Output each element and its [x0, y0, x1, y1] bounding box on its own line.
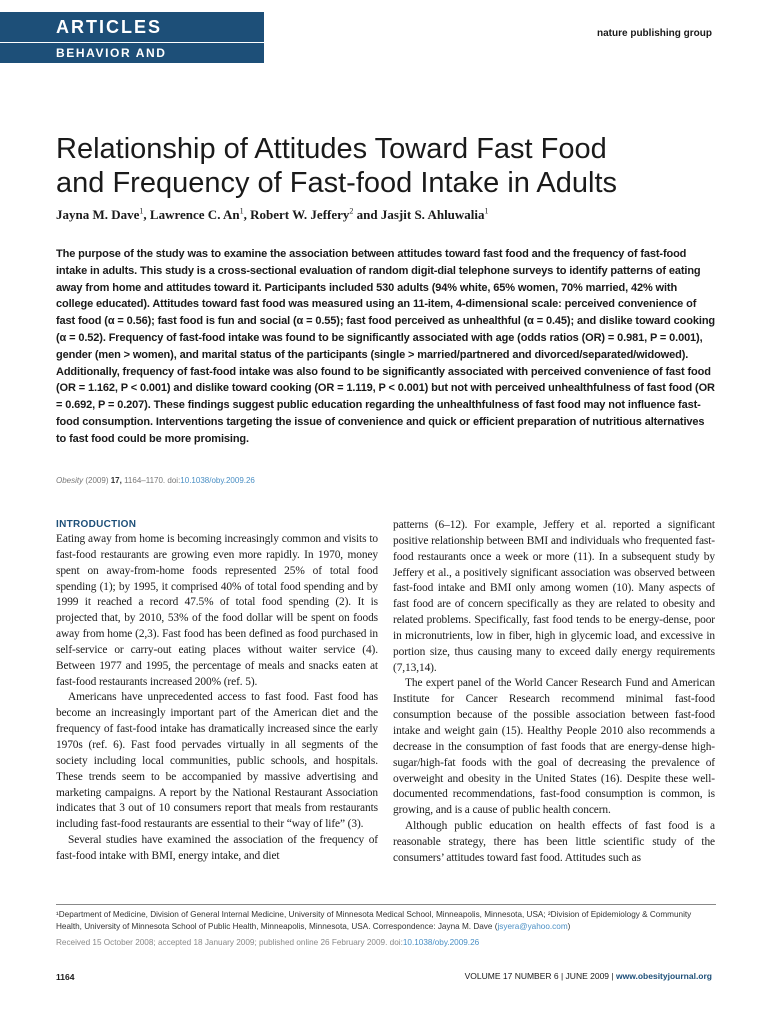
section-label: ARTICLES — [56, 17, 162, 37]
citation-volume: 17, — [110, 476, 122, 485]
citation-year: (2009) — [85, 476, 109, 485]
paragraph: Americans have unprecedented access to fast food. Fast food has become an increasingly important part of the American diet and the frequency of fast-food intake has dramatically increased since the early 1970s (ref. 6). Fast food pervades virtually in all segments of the society including local communities, public schools, and hospitals. These trends seem to be accompanied by massive advertising and marketing campaigns. A report by the National Restaurant Association indicates that 3 out of 10 consumers report that meals from restaurants including fast-food restaurants are essential to their “way of life” (3). — [56, 691, 378, 831]
paragraph: Eating away from home is becoming increasingly common and visits to fast-food restaurants are growing even more rapidly. In 1970, money spent on away-from-home foods represented 25% of total food spending (1); by 1995, it comprised 40% of total food spending and by 1999 it reached a record 47.5% of total food spending (2). It is projected that, by 2010, 53% of the food dollar will be spent on foods away from home (2,3). Fast food has been defined as food purchased in self-service or carry-out eating places without waiter service (4). Between 1977 and 1995, the percentage of meals and snacks eaten at fast-food restaurants increased 200% (ref. 5). — [56, 533, 378, 688]
introduction-heading: INTRODUCTION — [56, 519, 137, 530]
citation-doi-link[interactable]: 10.1038/oby.2009.26 — [180, 476, 255, 485]
author: Lawrence C. An$^1$, — [149, 207, 251, 223]
citation-line — [56, 476, 255, 485]
subsection-label: BEHAVIOR AND PSYCHOLOGY — [56, 46, 167, 80]
author: Jasjit S. Ahluwalia$^1$ — [380, 207, 489, 223]
received-dates — [56, 938, 716, 947]
citation-journal: Obesity — [56, 476, 84, 485]
citation-pages: 1164–1170. — [124, 476, 166, 485]
body-column-right — [393, 518, 715, 867]
citation-doi-label: doi: — [167, 476, 181, 485]
publisher-name: nature publishing group — [597, 28, 712, 39]
received-doi-link[interactable]: 10.1038/oby.2009.26 — [402, 938, 480, 947]
journal-info — [465, 971, 712, 981]
title-line-2: and Frequency of Fast-food Intake in Adults — [56, 167, 617, 199]
author: Jayna M. Dave$^1$, — [56, 207, 150, 223]
subsection-banner — [0, 43, 264, 80]
journal-issue: VOLUME 17 NUMBER 6 | JUNE 2009 | — [464, 971, 614, 981]
paragraph: Several studies have examined the association of the frequency of fast-food intake with BMI, energy intake, and diet — [56, 834, 378, 862]
footnote-divider — [56, 904, 716, 905]
received-text: Received 15 October 2008; accepted 18 January 2009; published online 26 February 2009. doi: — [56, 938, 403, 947]
paragraph: Although public education on health effects of fast food is a reasonable strategy, there has been little scientific study of the consumers’ attitudes toward fast food. Attitudes such as — [393, 820, 715, 864]
author-list — [56, 207, 716, 223]
paragraph: patterns (6–12). For example, Jeffery et al. reported a significant positive relationship between BMI and individuals who frequented fast-food restaurants once a week or more (11). In a subsequent study by Jeffery et al., a positively significant association was observed between fast-food intake and BMI only among women (10). Many aspects of fast food are of concern specifically as they are related to obesity and related problems. Specifically, fast food tends to be energy-dense, poor in micronutrients, low in fiber, high in glycemic load, and excessive in portion size, thus causing many to exceed daily energy requirements (7,13,14). — [393, 519, 715, 674]
title-line-1: Relationship of Attitudes Toward Fast Food — [56, 133, 607, 165]
affiliations-text: ¹Department of Medicine, Division of General Internal Medicine, University of Minnesota Medical School, Minneapolis, Minnesota, USA; ²Division of Epidemiology & Community Health, University of Minnesota School of Public Health, Minneapolis, Minnesota, USA. Correspondence: Jayna M. Dave ( — [56, 910, 692, 931]
page-number: 1164 — [56, 972, 75, 982]
body-column-left — [56, 518, 378, 865]
affiliations-end: ) — [567, 922, 571, 931]
author: Robert W. Jeffery$^2$ and — [250, 207, 381, 223]
article-title — [56, 132, 716, 200]
affiliations-footnote — [56, 909, 716, 933]
section-banner — [0, 12, 264, 42]
correspondence-email[interactable]: jsyera@yahoo.com — [497, 922, 568, 931]
abstract: The purpose of the study was to examine the association between attitudes toward fast food and the frequency of fast-food intake in adults. This study is a cross-sectional evaluation of random digit-dial telephone surveys to identify patterns of eating away from home and attitudes toward it. Participants included 530 adults (94% white, 65% women, 70% married, 42% with college educated). Attitudes toward fast food was measured using an 11-item, 4-dimensional scale: perceived convenience of fast food (α = 0.56); fast food is fun and social (α = 0.55); fast food perceived as unhealthful (α = 0.45); and dislike toward cooking (α = 0.52). Frequency of fast-food intake was found to be significantly associated with age (odds ratios (OR) = 0.981, P = 0.001), gender (men > women), and marital status of the participants (single > married/partnered and divorced/separated/widowed). Additionally, frequency of fast-food intake was also found to be significantly associated with perceived convenience of fast food (OR = 1.162, P < 0.001) and dislike toward cooking (OR = 1.119, P < 0.001) but not with perceived unhealthfulness of fast food (OR = 0.692, P = 0.207). These findings suggest public education regarding the unhealthfulness of fast food may not influence fast-food consumption. Interventions targeting the issue of convenience and quick or efficient preparation of nutritious alternatives to fast food could be more promising. — [56, 248, 716, 445]
journal-url-link[interactable]: www.obesityjournal.org — [615, 971, 712, 981]
paragraph: The expert panel of the World Cancer Research Fund and American Institute for Cancer Research recommend minimal fast-food consumption because of the possible association between fast-food intake and weight gain (15). Healthy People 2010 also recommends a decrease in the consumption of fast foods that are energy-dense high-sugar/high-fat foods with the goal of decreasing the prevalence of overweight and obesity in the United States (16). Despite these well-documented recommendations, fast-food consumption is common, is growing, and is a cause of public health concern. — [393, 677, 715, 817]
